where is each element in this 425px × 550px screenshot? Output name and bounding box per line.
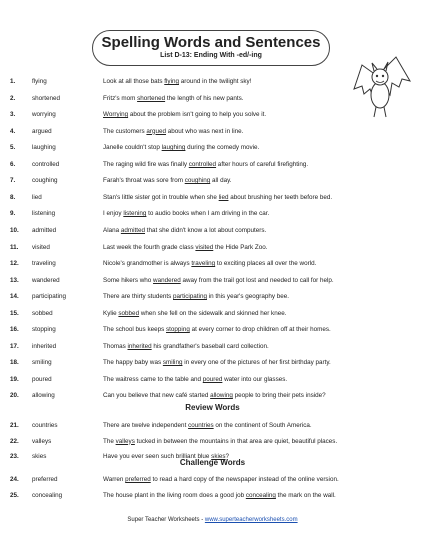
word-number: 13. xyxy=(10,276,19,284)
word-number: 3. xyxy=(10,111,16,119)
sentence-start: The xyxy=(103,437,116,445)
spelling-word: listening xyxy=(32,210,56,218)
example-sentence xyxy=(103,292,289,302)
sentence-end: his grandfather's baseball card collection. xyxy=(151,342,269,350)
word-number: 2. xyxy=(10,94,16,102)
sentence-keyword: stopping xyxy=(166,326,190,334)
sentence-keyword: concealing xyxy=(245,492,276,499)
page-title: Spelling Words and Sentences xyxy=(101,34,321,51)
sentence-start: Fritz's mom xyxy=(103,94,138,102)
sentence-end: during the comedy movie. xyxy=(185,144,260,152)
spelling-word: laughing xyxy=(32,144,56,152)
word-number: 24. xyxy=(10,476,19,483)
example-sentence xyxy=(103,176,232,186)
worksheet-header xyxy=(92,30,330,66)
sentence-end: water into our glasses. xyxy=(222,375,288,383)
sentence-keyword: Worrying xyxy=(103,111,129,119)
sentence-end: the Hide Park Zoo. xyxy=(213,243,268,251)
example-sentence xyxy=(103,243,268,253)
sentence-end: people to bring their pets inside? xyxy=(232,392,326,400)
sentence-end: when she fell on the sidewalk and skinned her knee. xyxy=(139,309,287,317)
sentence-keyword: coughing xyxy=(184,177,211,185)
sentence-start: The happy baby was xyxy=(103,359,163,367)
spelling-word: concealing xyxy=(32,492,63,499)
sentence-keyword: allowing xyxy=(210,392,233,400)
sentence-start: There are thirty students xyxy=(103,293,173,301)
example-sentence xyxy=(103,421,312,431)
example-sentence xyxy=(103,259,316,269)
spelling-word: sobbed xyxy=(32,309,53,317)
word-number: 21. xyxy=(10,422,19,429)
sentence-keyword: listening xyxy=(123,210,147,218)
sentence-end: on the continent of South America. xyxy=(213,422,312,429)
example-sentence xyxy=(103,110,266,120)
challenge-heading: Challenge Words xyxy=(179,458,246,467)
sentence-end: around in the twilight sky! xyxy=(178,78,252,85)
spelling-word: stopping xyxy=(32,326,56,334)
word-number: 17. xyxy=(10,342,19,350)
example-sentence xyxy=(103,491,336,501)
word-number: 20. xyxy=(10,392,19,400)
sentence-end: to audio books when I am driving in the car. xyxy=(146,210,270,218)
sentence-end: away from the trail got lost and needed to call for help. xyxy=(180,276,334,284)
sentence-end: tucked in between the mountains in that area are quiet, beautiful places. xyxy=(134,437,338,445)
sentence-end: in this year's geography bee. xyxy=(206,293,290,301)
spelling-word: lied xyxy=(32,193,42,201)
spelling-word: wandered xyxy=(32,276,60,284)
sentence-start: Look at all those bats xyxy=(103,78,165,85)
sentence-keyword: preferred xyxy=(125,476,151,483)
spelling-word: poured xyxy=(32,375,52,383)
spelling-word: admitted xyxy=(32,226,57,234)
sentence-end: at every corner to drop children off at their homes. xyxy=(189,326,331,334)
example-sentence xyxy=(103,226,266,236)
sentence-keyword: poured xyxy=(202,375,223,383)
sentence-keyword: wandered xyxy=(153,276,181,284)
sentence-end: to exciting places all over the world. xyxy=(215,260,317,268)
word-number: 14. xyxy=(10,293,19,301)
example-sentence xyxy=(103,375,287,385)
word-number: 15. xyxy=(10,309,19,317)
example-sentence xyxy=(103,309,286,319)
sentence-keyword: participating xyxy=(173,293,207,301)
spelling-word: participating xyxy=(32,293,66,301)
sentence-start: The school bus keeps xyxy=(103,326,167,334)
bat-illustration xyxy=(352,55,412,131)
sentence-keyword: lied xyxy=(218,193,229,201)
spelling-word: argued xyxy=(32,127,52,135)
sentence-end: the mark on the wall. xyxy=(275,492,336,499)
sentence-end: about the problem isn't going to help you solve it. xyxy=(128,111,267,119)
word-number: 1. xyxy=(10,78,16,85)
footer xyxy=(0,517,425,523)
sentence-end: all day. xyxy=(210,177,232,185)
word-number: 6. xyxy=(10,160,16,168)
spelling-word: traveling xyxy=(32,260,56,268)
sentence-start: The raging wild fire was finally xyxy=(103,160,189,168)
sentence-start: Have you ever seen such brilliant blue xyxy=(103,453,212,460)
sentence-start: Some hikers who xyxy=(103,276,154,284)
word-number: 7. xyxy=(10,177,16,185)
sentence-keyword: traveling xyxy=(191,260,216,268)
spelling-word: allowing xyxy=(32,392,55,400)
sentence-keyword: laughing xyxy=(161,144,186,152)
word-number: 8. xyxy=(10,193,16,201)
spelling-word: worrying xyxy=(32,111,56,119)
word-number: 16. xyxy=(10,326,19,334)
spelling-word: flying xyxy=(32,78,47,85)
sentence-start: Janelle couldn't stop xyxy=(103,144,162,152)
sentence-keyword: flying xyxy=(164,78,179,85)
footer-text: Super Teacher Worksheets - xyxy=(127,517,205,523)
footer-link[interactable]: www.superteacherworksheets.com xyxy=(204,517,298,523)
example-sentence xyxy=(103,94,244,104)
word-number: 25. xyxy=(10,492,19,499)
spelling-word: skies xyxy=(32,453,47,460)
word-number: 5. xyxy=(10,144,16,152)
word-number: 4. xyxy=(10,127,16,135)
sentence-end: in every one of the pictures of her first birthday party. xyxy=(182,359,331,367)
sentence-start: Last week the fourth grade class xyxy=(103,243,196,251)
sentence-start: Thomas xyxy=(103,342,128,350)
sentence-start: The waitress came to the table and xyxy=(103,375,203,383)
example-sentence xyxy=(103,209,269,219)
sentence-keyword: controlled xyxy=(188,160,217,168)
sentence-keyword: valleys xyxy=(115,437,135,445)
word-number: 9. xyxy=(10,210,16,218)
sentence-start: Kylie xyxy=(103,309,119,317)
sentence-keyword: smiling xyxy=(162,359,183,367)
page-subtitle: List D-13: Ending With -ed/-ing xyxy=(160,52,262,59)
word-number: 19. xyxy=(10,375,19,383)
sentence-keyword: argued xyxy=(146,127,167,135)
example-sentence xyxy=(103,193,332,203)
sentence-keyword: skies xyxy=(211,453,226,460)
sentence-start: I enjoy xyxy=(103,210,124,218)
sentence-start: The customers xyxy=(103,127,147,135)
sentence-keyword: admitted xyxy=(120,226,146,234)
spelling-word: preferred xyxy=(32,476,58,483)
example-sentence xyxy=(103,160,308,170)
review-heading: Review Words xyxy=(185,403,240,412)
sentence-start: The house plant in the living room does a good job xyxy=(103,492,246,499)
example-sentence xyxy=(103,391,326,401)
word-number: 22. xyxy=(10,437,19,445)
example-sentence xyxy=(103,475,339,485)
spelling-word: inherited xyxy=(32,342,57,350)
sentence-start: Alana xyxy=(103,226,121,234)
sentence-keyword: countries xyxy=(188,422,214,429)
sentence-keyword: shortened xyxy=(137,94,166,102)
word-number: 11. xyxy=(10,243,19,251)
sentence-end: that she didn't know a lot about computers. xyxy=(145,226,267,234)
example-sentence xyxy=(103,325,331,335)
sentence-end: to read a hard copy of the newspaper instead of the online version. xyxy=(150,476,339,483)
example-sentence xyxy=(103,358,331,368)
spelling-word: countries xyxy=(32,422,58,429)
spelling-word: visited xyxy=(32,243,50,251)
example-sentence xyxy=(103,437,337,447)
example-sentence xyxy=(103,77,251,87)
sentence-keyword: inherited xyxy=(127,342,152,350)
sentence-start: Warren xyxy=(103,476,126,483)
spelling-word: smiling xyxy=(32,359,52,367)
sentence-start: Nicole's grandmother is always xyxy=(103,260,192,268)
word-number: 18. xyxy=(10,359,19,367)
sentence-end: after hours of careful firefighting. xyxy=(216,160,309,168)
sentence-end: the length of his new pants. xyxy=(165,94,244,102)
example-sentence xyxy=(103,127,243,137)
sentence-end: ? xyxy=(225,453,230,460)
sentence-start: Can you believe that new café started xyxy=(103,392,211,400)
spelling-word: valleys xyxy=(32,437,52,445)
sentence-start: There are twelve independent xyxy=(103,422,189,429)
word-number: 10. xyxy=(10,226,19,234)
spelling-word: controlled xyxy=(32,160,60,168)
word-number: 23. xyxy=(10,453,19,460)
spelling-word: shortened xyxy=(32,94,61,102)
word-number: 12. xyxy=(10,260,19,268)
sentence-start: Stan's little sister got in trouble when she xyxy=(103,193,219,201)
example-sentence xyxy=(103,342,269,352)
sentence-end: about who was next in line. xyxy=(166,127,244,135)
sentence-start: Farah's throat was sore from xyxy=(103,177,185,185)
sentence-keyword: sobbed xyxy=(118,309,140,317)
sentence-keyword: visited xyxy=(195,243,214,251)
spelling-word: coughing xyxy=(32,177,58,185)
example-sentence xyxy=(103,143,259,153)
sentence-end: about brushing her teeth before bed. xyxy=(228,193,333,201)
example-sentence xyxy=(103,276,334,286)
